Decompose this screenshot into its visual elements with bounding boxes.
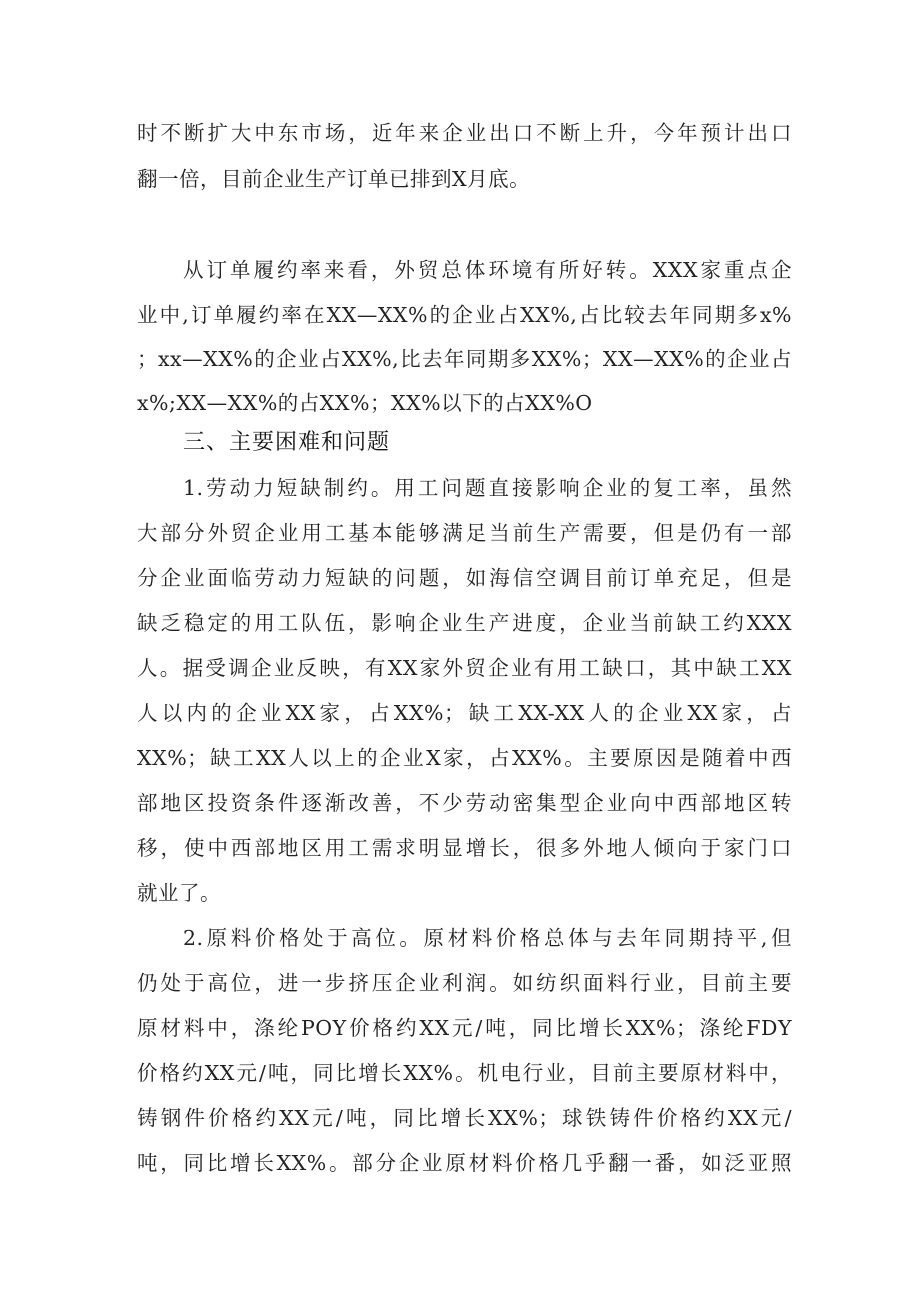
- paragraph-line: 仍处于高位，进一步挤压企业利润。如纺织面料行业，目前主要: [137, 971, 792, 995]
- paragraph-line: 铸钢件价格约XX元/吨，同比增长XX%；球铁铸件价格约XX元/: [137, 1106, 792, 1130]
- paragraph-line: 原材料中，涤纶POY价格约XX元/吨，同比增长XX%；涤纶FDY: [137, 1016, 792, 1040]
- paragraph-line: ；xx—XX%的企业占XX%,比去年同期多XX%；XX—XX%的企业占: [137, 347, 792, 371]
- paragraph-line: XX%；缺工XX人以上的企业X家，占XX%。主要原因是随着中西: [137, 746, 792, 770]
- paragraph-line: 2.原料价格处于高位。原材料价格总体与去年同期持平,但: [183, 926, 792, 950]
- paragraph-line: 从订单履约率来看，外贸总体环境有所好转。XXX家重点企: [183, 258, 792, 282]
- paragraph-line: 分企业面临劳动力短缺的问题，如海信空调目前订单充足，但是: [137, 566, 792, 590]
- paragraph-line: 部地区投资条件逐渐改善，不少劳动密集型企业向中西部地区转: [137, 791, 792, 815]
- paragraph-line: 翻一倍，目前企业生产订单已排到X月底。: [137, 167, 531, 191]
- paragraph-line: 移，使中西部地区用工需求明显增长，很多外地人倾向于家门口: [137, 836, 792, 860]
- paragraph-line: 时不断扩大中东市场，近年来企业出口不断上升，今年预计出口: [137, 121, 792, 145]
- section-heading: 三、主要困难和问题: [183, 430, 391, 455]
- paragraph-line: 人。据受调企业反映，有XX家外贸企业有用工缺口，其中缺工XX: [137, 656, 792, 680]
- paragraph-line: 吨，同比增长XX%。部分企业原材料价格几乎翻一番，如泛亚照: [137, 1151, 792, 1175]
- paragraph-line: 业中,订单履约率在XX—XX%的企业占XX%,占比较去年同期多x%: [137, 303, 792, 327]
- paragraph-line: x%;XX—XX%的占XX%；XX%以下的占XX%O: [137, 391, 593, 415]
- paragraph-line: 大部分外贸企业用工基本能够满足当前生产需要，但是仍有一部: [137, 521, 792, 545]
- paragraph-line: 人以内的企业XX家，占XX%；缺工XX-XX人的企业XX家，占: [137, 701, 792, 725]
- paragraph-line: 缺乏稳定的用工队伍，影响企业生产进度，企业当前缺工约XXX: [137, 611, 792, 635]
- paragraph-line: 1.劳动力短缺制约。用工问题直接影响企业的复工率，虽然: [183, 476, 792, 500]
- paragraph-line: 就业了。: [137, 881, 221, 905]
- paragraph-line: 价格约XX元/吨，同比增长XX%。机电行业，目前主要原材料中，: [137, 1061, 792, 1085]
